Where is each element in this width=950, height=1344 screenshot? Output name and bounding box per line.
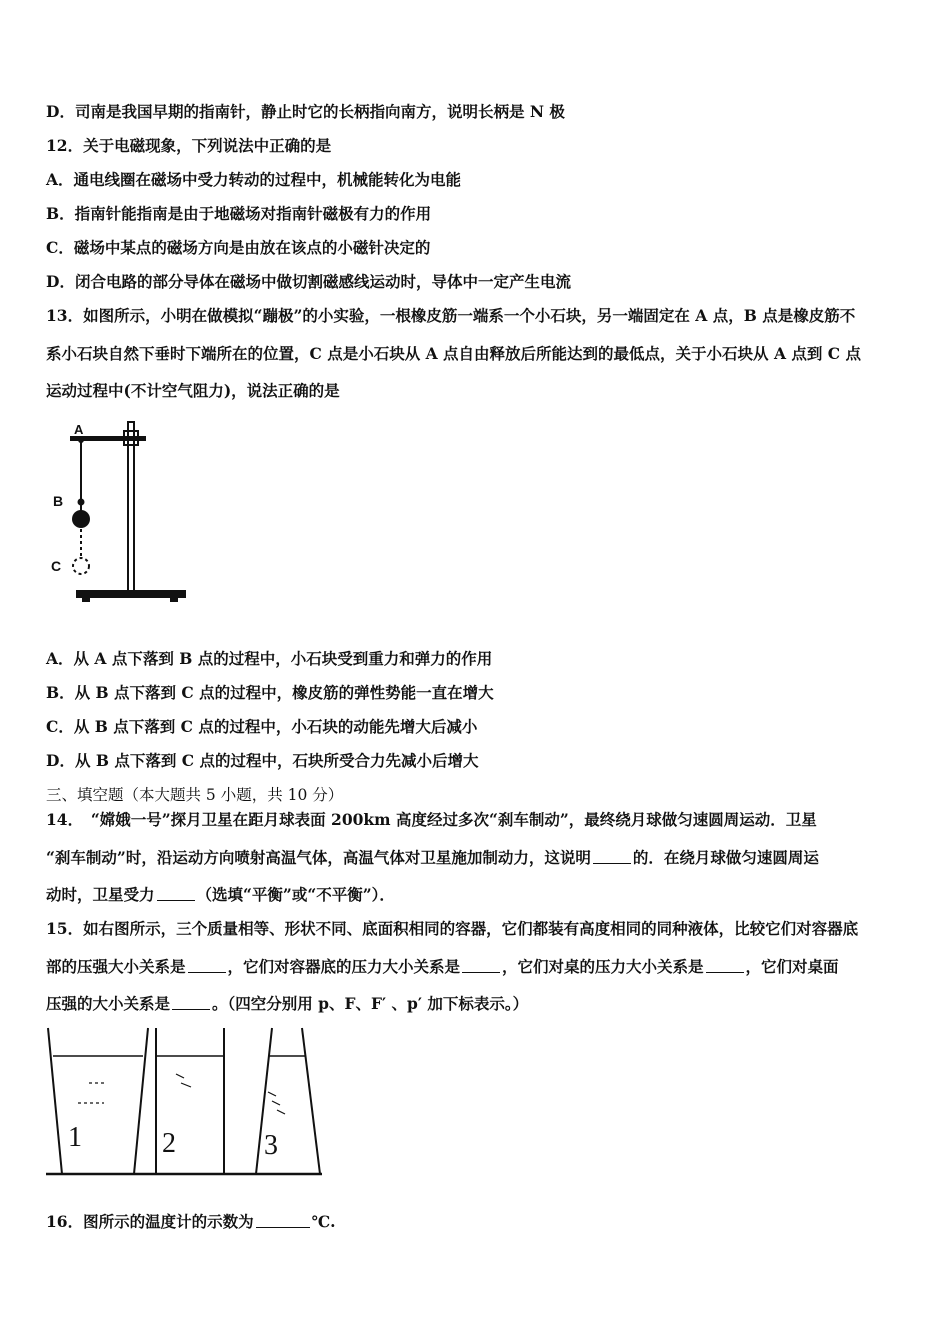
stone — [72, 510, 90, 528]
section-3-heading: 三、填空题（本大题共 5 小题，共 10 分） — [46, 786, 344, 804]
q11-option-d: D．司南是我国早期的指南针，静止时它的长柄指向南方，说明长柄是 N 极 — [46, 102, 565, 121]
q15-blank-4[interactable] — [172, 995, 210, 1010]
q12-stem: 12．关于电磁现象，下列说法中正确的是 — [46, 136, 332, 155]
q14-line-3: 动时，卫星受力 （选填“平衡”或“不平衡”）． — [46, 885, 395, 904]
container-label-1: 1 — [68, 1122, 82, 1153]
stand-base — [76, 590, 186, 598]
q13-stem-line-2: 系小石块自然下垂时下端所在的位置，C 点是小石块从 A 点自由释放后所能达到的最低点，关于小石块从 A 点到 C 点 — [46, 344, 862, 363]
q13-option-c: C．从 B 点下落到 C 点的过程中，小石块的动能先增大后减小 — [46, 717, 478, 736]
q14-line-2: “刹车制动”时，沿运动方向喷射高温气体，高温气体对卫星施加制动力，这说明 的．在绕月球做匀速圆周运 — [46, 848, 819, 867]
label-b: B — [53, 493, 64, 509]
q15-line-2: 部的压强大小关系是 ，它们对容器底的压力大小关系是 ，它们对桌的压力大小关系是 ，它们对桌面 — [46, 957, 839, 976]
q15-blank-1[interactable] — [188, 958, 226, 973]
q12-option-d: D．闭合电路的部分导体在磁场中做切割磁感线运动时，导体中一定产生电流 — [46, 272, 571, 291]
q15-line-3: 压强的大小关系是 。（四空分别用 p、F、F′ 、p′ 加下标表示。） — [46, 994, 529, 1013]
q13-stem-line-1: 13．如图所示，小明在做模拟“蹦极”的小实验，一根橡皮筋一端系一个小石块，另一端固定在 A 点，B 点是橡皮筋不 — [46, 306, 856, 325]
q14-line-1: 14． “嫦娥一号”探月卫星在距月球表面 200km 高度经过多次“刹车制动”，最终绕月球做匀速圆周运动．卫星 — [46, 810, 817, 829]
q16-line: 16．图所示的温度计的示数为 ℃. — [46, 1212, 336, 1231]
q13-option-a: A．从 A 点下落到 B 点的过程中，小石块受到重力和弹力的作用 — [46, 649, 493, 668]
three-containers-figure — [44, 1026, 326, 1178]
q16-blank[interactable] — [256, 1213, 310, 1228]
q15-blank-3[interactable] — [706, 958, 744, 973]
q13-option-d: D．从 B 点下落到 C 点的过程中，石块所受合力先减小后增大 — [46, 751, 479, 770]
container-1 — [48, 1028, 148, 1174]
q13-stem-line-3: 运动过程中(不计空气阻力)，说法正确的是 — [46, 381, 340, 400]
q14-blank-2[interactable] — [157, 886, 195, 901]
stand-pole — [128, 422, 134, 592]
q15-line-1: 15．如右图所示，三个质量相等、形状不同、底面积相同的容器，它们都装有高度相同的同种液体，比较它们对容器底 — [46, 919, 859, 938]
point-c-dashed-stone — [73, 558, 89, 574]
q12-option-c: C．磁场中某点的磁场方向是由放在该点的小磁针决定的 — [46, 238, 431, 257]
q13-option-b: B．从 B 点下落到 C 点的过程中，橡皮筋的弹性势能一直在增大 — [46, 683, 494, 702]
bungee-apparatus-figure — [44, 412, 194, 608]
q14-blank-1[interactable] — [593, 849, 631, 864]
container-label-3: 3 — [264, 1130, 278, 1161]
q15-blank-2[interactable] — [462, 958, 500, 973]
q12-option-b: B．指南针能指南是由于地磁场对指南针磁极有力的作用 — [46, 204, 432, 223]
q12-option-a: A．通电线圈在磁场中受力转动的过程中，机械能转化为电能 — [46, 170, 462, 189]
container-label-2: 2 — [162, 1128, 176, 1159]
label-c: C — [51, 558, 62, 574]
label-a: A — [74, 422, 84, 437]
